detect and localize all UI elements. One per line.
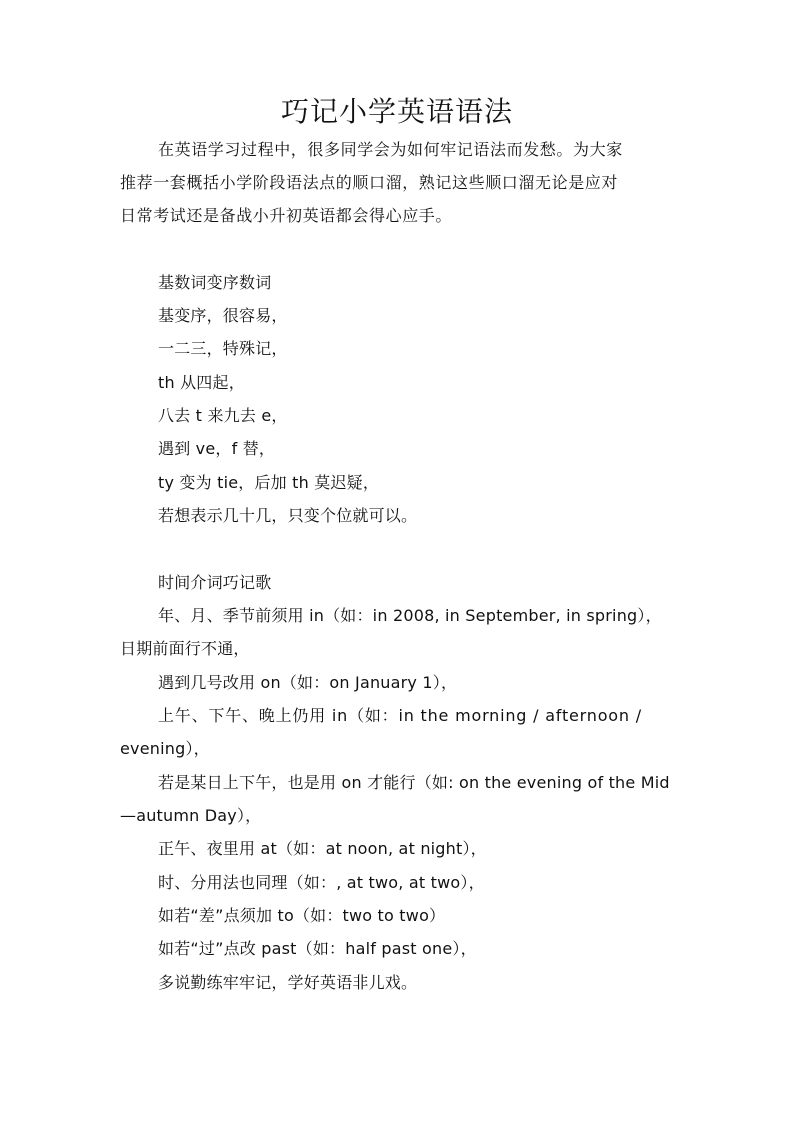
rhyme-line: 若想表示几十几，只变个位就可以。 xyxy=(158,506,418,525)
rhyme-line: 如若“过”点改 past（如：half past one）， xyxy=(158,939,477,958)
rhyme-line: —autumn Day）， xyxy=(120,806,262,825)
rhyme-line: 正午、夜里用 at（如：at noon, at night）， xyxy=(158,839,487,858)
rhyme-line: 一二三，特殊记， xyxy=(158,339,288,358)
rhyme-line: 若是某日上下午，也是用 on 才能行（如: on the evening of the Mid xyxy=(158,773,670,792)
intro-line-3: 日常考试还是备战小升初英语都会得心应手。 xyxy=(120,206,453,225)
rhyme-line: 遇到几号改用 on（如：on January 1）， xyxy=(158,673,458,692)
intro-line-2: 推荐一套概括小学阶段语法点的顺口溜，熟记这些顺口溜无论是应对 xyxy=(120,173,619,192)
rhyme-line: 日期前面行不通， xyxy=(120,639,250,658)
rhyme-line: 如若“差”点须加 to（如：two to two） xyxy=(158,906,446,925)
rhyme-line: 八去 t 来九去 e， xyxy=(158,406,288,425)
section-heading-ordinal: 基数词变序数词 xyxy=(158,273,272,292)
rhyme-line: evening）， xyxy=(120,739,210,758)
rhyme-line: 上午、下午、晚上仍用 in（如：in the morning / afternoon / xyxy=(158,706,642,725)
rhyme-line: 多说勤练牢牢记，学好英语非儿戏。 xyxy=(158,973,418,992)
document-title: 巧记小学英语语法 xyxy=(280,95,513,128)
section-heading-time-prepositions: 时间介词巧记歌 xyxy=(158,573,272,592)
rhyme-line: 基变序，很容易， xyxy=(158,306,288,325)
intro-line-1: 在英语学习过程中，很多同学会为如何牢记语法而发愁。为大家 xyxy=(158,140,623,159)
rhyme-line: ty 变为 tie，后加 th 莫迟疑， xyxy=(158,473,380,492)
rhyme-line: th 从四起， xyxy=(158,373,245,392)
rhyme-line: 遇到 ve，f 替， xyxy=(158,439,276,458)
rhyme-line: 时、分用法也同理（如：, at two, at two）， xyxy=(158,873,485,892)
rhyme-line: 年、月、季节前须用 in（如：in 2008, in September, in spring）， xyxy=(158,606,662,625)
